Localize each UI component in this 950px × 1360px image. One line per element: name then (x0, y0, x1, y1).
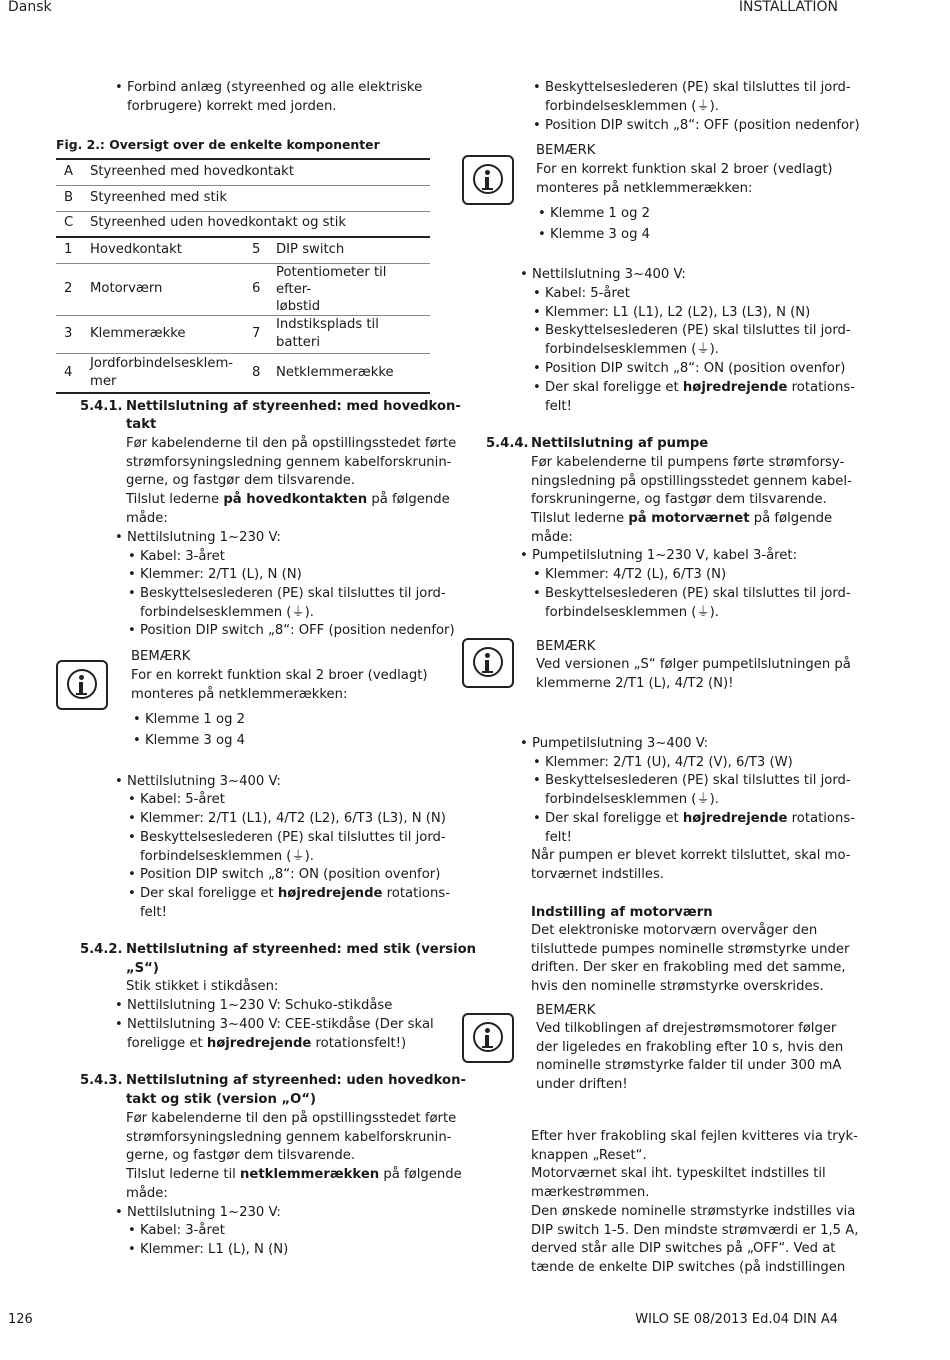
list-item: • Beskyttelseslederen (PE) skal tilsluttes til jord- forbindelsesklemmen (⏚). (531, 79, 851, 116)
note-label: BEMÆRK (131, 649, 191, 664)
subheading: Indstilling af motorværn (531, 905, 713, 920)
section-number: 5.4.2. (80, 942, 123, 957)
header-section: INSTALLATION (738, 0, 838, 15)
list-item: • Nettilslutning 3~400 V: (518, 266, 686, 285)
paragraph: Det elektroniske motorværn overvåger den tilsluttede pumpes nominelle strømstyrke under driften. Der sker en frakobling med det samme, hvis den nominelle strømstyrke overskrides. (531, 923, 850, 995)
note-list-item: • Klemme 3 og 4 (536, 226, 650, 245)
list-item: • Kabel: 5-året (126, 791, 225, 810)
paragraph: Når pumpen er blevet korrekt tilsluttet, skal mo- torværnet indstilles. (531, 848, 851, 882)
note-text: Ved tilkoblingen af drejestrømsmotorer følger der ligeledes en frakobling efter 10 s, hvis den nominelle strømstyrke falder til under 300 mA under driften! (536, 1021, 844, 1093)
paragraph: Tilslut lederne på motorværnet på følgende måde: (531, 511, 833, 545)
section-number: 5.4.1. (80, 399, 123, 414)
note-label: BEMÆRK (536, 143, 596, 158)
list-item: • Nettilslutning 1~230 V: (113, 529, 281, 548)
note-list-item: • Klemme 1 og 2 (131, 711, 245, 730)
info-icon (462, 638, 514, 688)
section-number: 5.4.3. (80, 1073, 123, 1088)
section-title: Nettilslutning af styreenhed: med hovedkon- (126, 399, 461, 414)
section-title: Nettilslutning af styreenhed: uden hovedkon- (126, 1073, 466, 1088)
list-item: • Der skal foreligge et højredrejende rotations- felt! (126, 885, 450, 922)
footer-publisher: WILO SE 08/2013 Ed.04 DIN A4 (635, 1312, 838, 1328)
page-number: 126 (8, 1312, 33, 1328)
list-item: • Beskyttelseslederen (PE) skal tilsluttes til jord- forbindelsesklemmen (⏚). (126, 829, 446, 866)
table-row: A Styreenhed med hovedkontakt (56, 159, 430, 185)
note-text: For en korrekt funktion skal 2 broer (vedlagt) monteres på netklemmerækken: (131, 668, 428, 702)
table-row: 3 Klemmerække 7 Indstiksplads til batteri (56, 315, 430, 353)
list-item: • Kabel: 3-året (126, 1222, 225, 1241)
info-icon (56, 660, 108, 710)
list-item: • Kabel: 3-året (126, 548, 225, 567)
section-number: 5.4.4. (486, 436, 529, 451)
list-item: • Beskyttelseslederen (PE) skal tilsluttes til jord- forbindelsesklemmen (⏚). (531, 585, 851, 622)
list-item: • Klemmer: L1 (L), N (N) (126, 1241, 288, 1260)
list-item: • Klemmer: 2/T1 (U), 4/T2 (V), 6/T3 (W) (531, 754, 793, 773)
list-item: • Beskyttelseslederen (PE) skal tilsluttes til jord- forbindelsesklemmen (⏚). (531, 772, 851, 809)
list-item: • Klemmer: 4/T2 (L), 6/T3 (N) (531, 566, 726, 585)
paragraph: Tilslut lederne på hovedkontakten på følgende måde: (126, 492, 450, 526)
section-title-cont: takt og stik (version „O“) (126, 1092, 317, 1107)
intro-bullet: • Forbind anlæg (styreenhed og alle elektriske forbrugere) korrekt med jorden. (113, 79, 422, 116)
list-item: • Klemmer: 2/T1 (L), N (N) (126, 566, 302, 585)
list-item: • Klemmer: L1 (L1), L2 (L2), L3 (L3), N (N) (531, 304, 810, 323)
list-item: • Nettilslutning 1~230 V: Schuko-stikdåse (113, 997, 392, 1016)
list-item: • Nettilslutning 1~230 V: (113, 1204, 281, 1223)
list-item: • Klemmer: 2/T1 (L1), 4/T2 (L2), 6/T3 (L3), N (N) (126, 810, 446, 829)
list-item: • Der skal foreligge et højredrejende rotations- felt! (531, 379, 855, 416)
section-title-cont: „S“) (126, 961, 159, 976)
list-item: • Pumpetilslutning 3~400 V: (518, 735, 708, 754)
section-title-cont: takt (126, 417, 157, 432)
paragraph: Før kabelenderne til den på opstillingsstedet førte strømforsyningsledning gennem kabelforskrunin- gerne, og fastgør dem tilsvarende. (126, 1111, 457, 1164)
info-icon (462, 155, 514, 205)
list-item: • Kabel: 5-året (531, 285, 630, 304)
paragraph: Efter hver frakobling skal fejlen kvitteres via tryk- knappen „Reset“. Motorværnet skal iht. typeskiltet indstilles til mærkestrømmen. Den ønskede nominelle strømstyrke indstilles via DIP switch 1-5. Den mindste strømværdi er 1,5 A, derved står alle DIP switches på „OFF“. Ved at tænde de enkelte DIP switches (på indstillingen (531, 1129, 859, 1275)
note-list-item: • Klemme 1 og 2 (536, 205, 650, 224)
paragraph: Tilslut lederne til netklemmerækken på følgende måde: (126, 1167, 462, 1201)
note-list-item: • Klemme 3 og 4 (131, 732, 245, 751)
table-row: C Styreenhed uden hovedkontakt og stik (56, 211, 430, 237)
list-item: • Position DIP switch „8“: ON (position ovenfor) (126, 866, 440, 885)
component-table (56, 158, 430, 394)
list-item: • Position DIP switch „8“: ON (position ovenfor) (531, 360, 845, 379)
note-text: Ved versionen „S“ følger pumpetilslutningen på klemmerne 2/T1 (L), 4/T2 (N)! (536, 657, 851, 691)
table-row: 2 Motorværn 6 Potentiometer til efter- løbstid (56, 263, 430, 315)
list-item: • Position DIP switch „8“: OFF (position nedenfor) (126, 622, 455, 641)
list-item: • Beskyttelseslederen (PE) skal tilsluttes til jord- forbindelsesklemmen (⏚). (531, 322, 851, 359)
table-row: 1 Hovedkontakt 5 DIP switch (56, 237, 430, 263)
figure-caption: Fig. 2.: Oversigt over de enkelte komponenter (56, 137, 380, 152)
list-item: • Position DIP switch „8“: OFF (position nedenfor) (531, 117, 860, 136)
table-row: B Styreenhed med stik (56, 185, 430, 211)
header-language: Dansk (8, 0, 52, 15)
note-text: For en korrekt funktion skal 2 broer (vedlagt) monteres på netklemmerækken: (536, 162, 833, 196)
list-item: • Nettilslutning 3~400 V: (113, 773, 281, 792)
table-row: 4 Jordforbindelsesklem- mer 8 Netklemmerække (56, 353, 430, 393)
section-title: Nettilslutning af styreenhed: med stik (version (126, 942, 477, 957)
paragraph: Stik stikket i stikdåsen: (126, 979, 279, 994)
section-title: Nettilslutning af pumpe (531, 436, 709, 451)
info-icon (462, 1013, 514, 1063)
list-item: • Beskyttelseslederen (PE) skal tilsluttes til jord- forbindelsesklemmen (⏚). (126, 585, 446, 622)
list-item: • Nettilslutning 3~400 V: CEE-stikdåse (Der skal foreligge et højredrejende rotationsfelt!) (113, 1016, 434, 1053)
paragraph: Før kabelenderne til pumpens førte strømforsy- ningsledning på opstillingsstedet gennem kabel- forskruningerne, og fastgør dem tilsvarende. (531, 455, 852, 508)
paragraph: Før kabelenderne til den på opstillingsstedet førte strømforsyningsledning gennem kabelforskrunin- gerne, og fastgør dem tilsvarende. (126, 436, 457, 489)
note-label: BEMÆRK (536, 639, 596, 654)
note-label: BEMÆRK (536, 1003, 596, 1018)
list-item: • Pumpetilslutning 1~230 V, kabel 3-året: (518, 547, 797, 566)
list-item: • Der skal foreligge et højredrejende rotations- felt! (531, 810, 855, 847)
